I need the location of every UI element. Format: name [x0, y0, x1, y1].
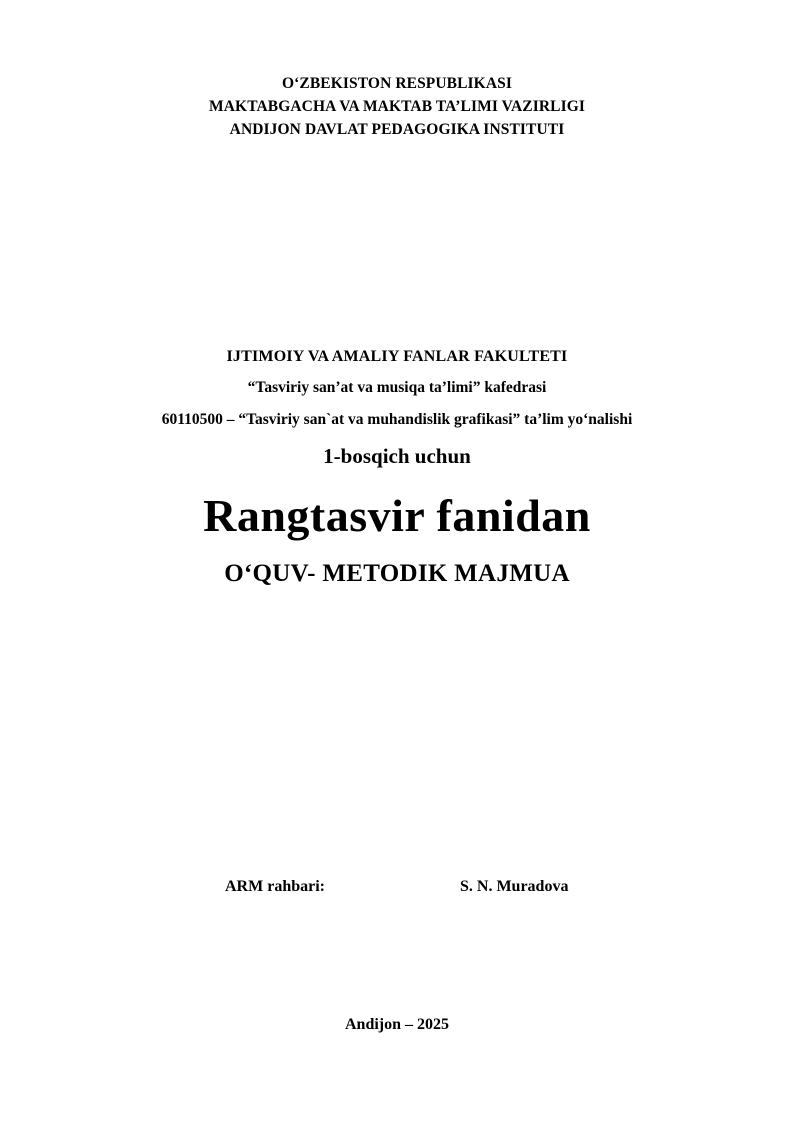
signature-name: S. N. Muradova: [460, 878, 569, 895]
education-direction: 60110500 – “Tasviriy san`at va muhandislik grafikasi” ta’lim yo‘nalishi: [161, 411, 633, 428]
title-block: [0, 345, 794, 591]
document-footer: [0, 1014, 794, 1036]
place-and-year: Andijon – 2025: [344, 1016, 450, 1033]
institution-header: [0, 72, 794, 141]
signature-row: [0, 876, 794, 898]
signature-block: [0, 876, 794, 898]
document-type: O‘QUV- METODIK MAJMUA: [224, 560, 570, 587]
header-line-ministry-country: O‘ZBEKISTON RESPUBLIKASI: [282, 75, 512, 92]
subject-title: Rangtasvir fanidan: [203, 490, 591, 541]
faculty-name: IJTIMOIY VA AMALIY FANLAR FAKULTETI: [226, 348, 568, 365]
header-line-ministry: MAKTABGACHA VA MAKTAB TA’LIMI VAZIRLIGI: [209, 98, 585, 115]
course-level: 1-bosqich uchun: [323, 444, 471, 468]
header-line-institute: ANDIJON DAVLAT PEDAGOGIKA INSTITUTI: [229, 121, 565, 138]
department-name: “Tasviriy san’at va musiqa ta’limi” kafedrasi: [247, 379, 547, 396]
signature-label: ARM rahbari:: [225, 878, 325, 895]
